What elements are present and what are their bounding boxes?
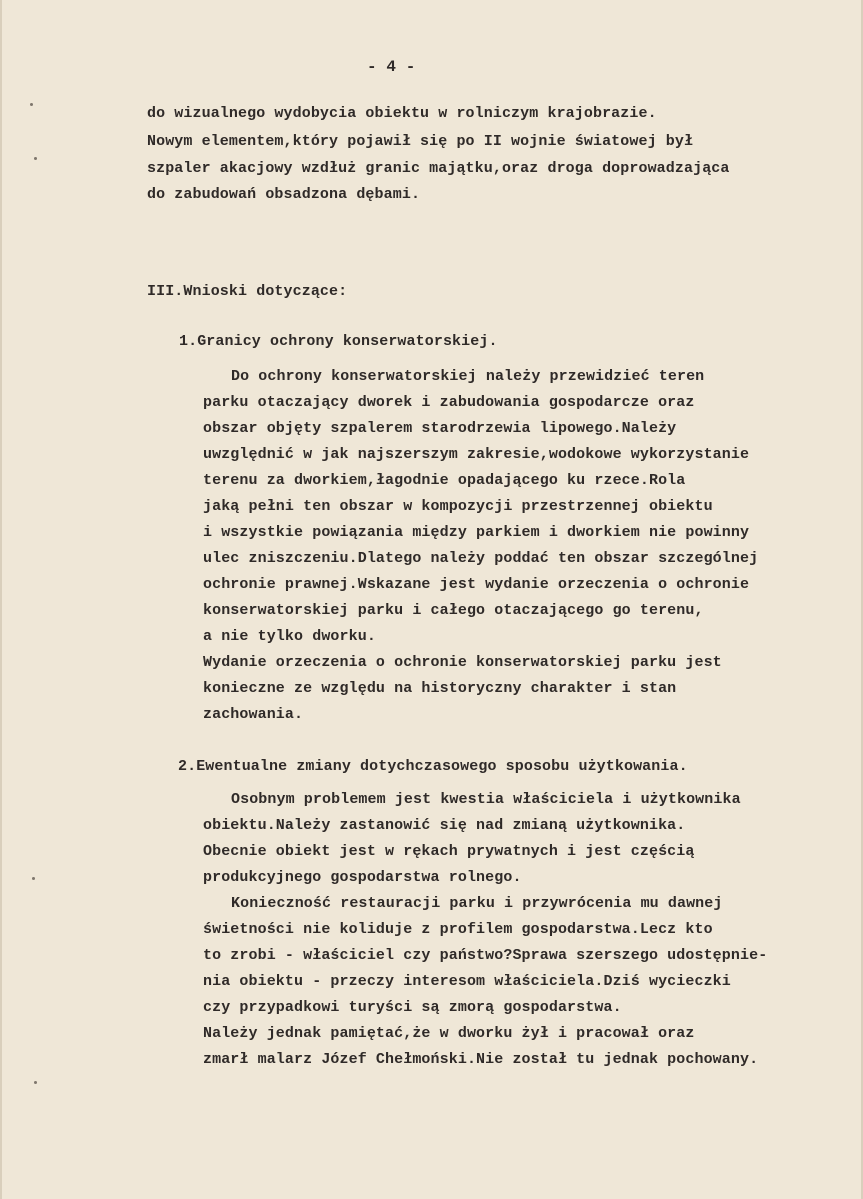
subsection-1-line-2: parku otaczający dworek i zabudowania gospodarcze oraz	[203, 394, 695, 411]
paper-speck	[34, 157, 37, 160]
subsection-1-line-7: i wszystkie powiązania między parkiem i dworkiem nie powinny	[203, 524, 750, 541]
subsection-1-line-13: konieczne ze względu na historyczny charakter i stan	[203, 680, 677, 697]
paper-speck	[30, 103, 33, 106]
subsection-1-line-4: uwzględnić w jak najszerszym zakresie,wodokowe wykorzystanie	[203, 446, 750, 463]
subsection-2-line-4: produkcyjnego gospodarstwa rolnego.	[203, 869, 522, 886]
subsection-2-line-10: Należy jednak pamiętać,że w dworku żył i pracował oraz	[203, 1025, 695, 1042]
subsection-1-line-3: obszar objęty szpalerem starodrzewia lipowego.Należy	[203, 420, 677, 437]
subsection-2-title: 2.Ewentualne zmiany dotychczasowego sposobu użytkowania.	[178, 758, 688, 775]
subsection-2-line-1: Osobnym problemem jest kwestia właściciela i użytkownika	[231, 791, 741, 808]
subsection-2-line-11: zmarł malarz Józef Chełmoński.Nie został tu jednak pochowany.	[203, 1051, 759, 1068]
subsection-2-line-9: czy przypadkowi turyści są zmorą gospodarstwa.	[203, 999, 622, 1016]
subsection-1-line-5: terenu za dworkiem,łagodnie opadającego ku rzece.Rola	[203, 472, 686, 489]
section-heading: III.Wnioski dotyczące:	[147, 283, 348, 300]
subsection-2-line-3: Obecnie obiekt jest w rękach prywatnych i jest częścią	[203, 843, 695, 860]
subsection-1-line-14: zachowania.	[203, 706, 304, 723]
subsection-2-line-7: to zrobi - właściciel czy państwo?Sprawa szerszego udostępnie-	[203, 947, 768, 964]
subsection-2-line-2: obiektu.Należy zastanowić się nad zmianą użytkownika.	[203, 817, 686, 834]
paper-speck	[34, 1081, 37, 1084]
paper-speck	[32, 877, 35, 880]
subsection-1-line-11: a nie tylko dworku.	[203, 628, 376, 645]
subsection-2-line-8: nia obiektu - przeczy interesom właściciela.Dziś wycieczki	[203, 973, 731, 990]
intro-line-1: do wizualnego wydobycia obiektu w rolniczym krajobrazie.	[147, 105, 657, 122]
subsection-1-line-9: ochronie prawnej.Wskazane jest wydanie orzeczenia o ochronie	[203, 576, 750, 593]
page-number: - 4 -	[367, 58, 416, 76]
subsection-1-title: 1.Granicy ochrony konserwatorskiej.	[179, 333, 498, 350]
subsection-1-line-12: Wydanie orzeczenia o ochronie konserwatorskiej parku jest	[203, 654, 722, 671]
subsection-1-line-10: konserwatorskiej parku i całego otaczającego go terenu,	[203, 602, 704, 619]
intro-line-4: do zabudowań obsadzona dębami.	[147, 186, 421, 203]
intro-line-3: szpaler akacjowy wzdłuż granic majątku,oraz droga doprowadzająca	[147, 160, 730, 177]
subsection-1-line-8: ulec zniszczeniu.Dlatego należy poddać ten obszar szczególnej	[203, 550, 759, 567]
subsection-1-line-6: jaką pełni ten obszar w kompozycji przestrzennej obiektu	[203, 498, 713, 515]
subsection-1-line-1: Do ochrony konserwatorskiej należy przewidzieć teren	[231, 368, 705, 385]
subsection-2-line-5: Konieczność restauracji parku i przywrócenia mu dawnej	[231, 895, 723, 912]
intro-line-2: Nowym elementem,który pojawił się po II wojnie światowej był	[147, 133, 694, 150]
subsection-2-line-6: świetności nie koliduje z profilem gospodarstwa.Lecz kto	[203, 921, 713, 938]
